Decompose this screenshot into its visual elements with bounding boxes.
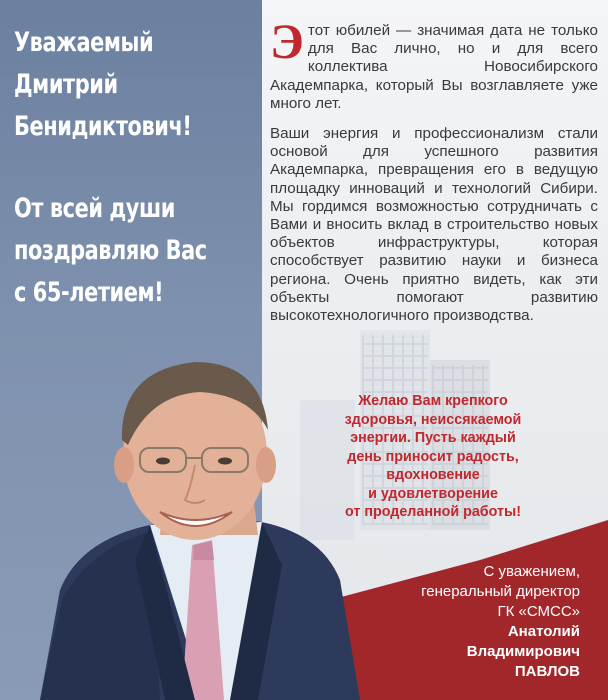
signature-line: С уважением,: [483, 563, 580, 580]
letter-paragraph: Этот юбилей — значимая дата не только для Вас лично, но и для всего коллектива Новосибирского Академпарка, который Вы возглавляете уже много лет.: [270, 13, 598, 112]
wish-line: энергии. Пусть каждый: [350, 430, 516, 446]
wish-line: и удовлетворение: [368, 485, 498, 502]
wish-line: день приносит радость,: [347, 448, 519, 465]
greeting-line: поздравляю Вас: [14, 235, 207, 266]
signature-block: [300, 562, 580, 682]
signer-patronymic: Владимирович: [466, 643, 580, 660]
greeting-line: Дмитрий: [14, 69, 118, 100]
greeting-line: Бенидиктович!: [14, 111, 192, 142]
wish-line: Желаю Вам крепкого: [358, 393, 508, 409]
greeting-line: От всей души: [14, 193, 175, 224]
drop-cap: Э: [270, 13, 304, 69]
wish-block: [308, 392, 558, 522]
signature-line: ГК «СМСС»: [497, 603, 580, 620]
wish-line: от проделанной работы!: [345, 504, 521, 520]
greeting-headline: [14, 22, 220, 314]
letter-paragraph: Ваши энергия и профессионализм стали основой для успешного развития Академпарка, превращения его в ведущую площадку инноваций и технологий Сибири. Мы гордимся возможностью сотрудничать с Вами и вносить вклад в строительство новых объектов инфраструктуры, которая способствует развитию науки и бизнеса региона. Очень приятно видеть, как эти объекты помогают развитию высокотехнологичного производства.: [270, 125, 598, 325]
wish-line: вдохновение: [386, 467, 480, 483]
greeting-line: Уважаемый: [14, 27, 154, 58]
greeting-line: с 65-летием!: [14, 277, 164, 308]
signer-last-name: ПАВЛОВ: [514, 663, 580, 680]
signer-first-name: Анатолий: [507, 623, 580, 640]
signature-line: генеральный директор: [421, 583, 580, 600]
wish-line: здоровья, неиссякаемой: [344, 411, 522, 428]
letter-body: [270, 13, 598, 337]
